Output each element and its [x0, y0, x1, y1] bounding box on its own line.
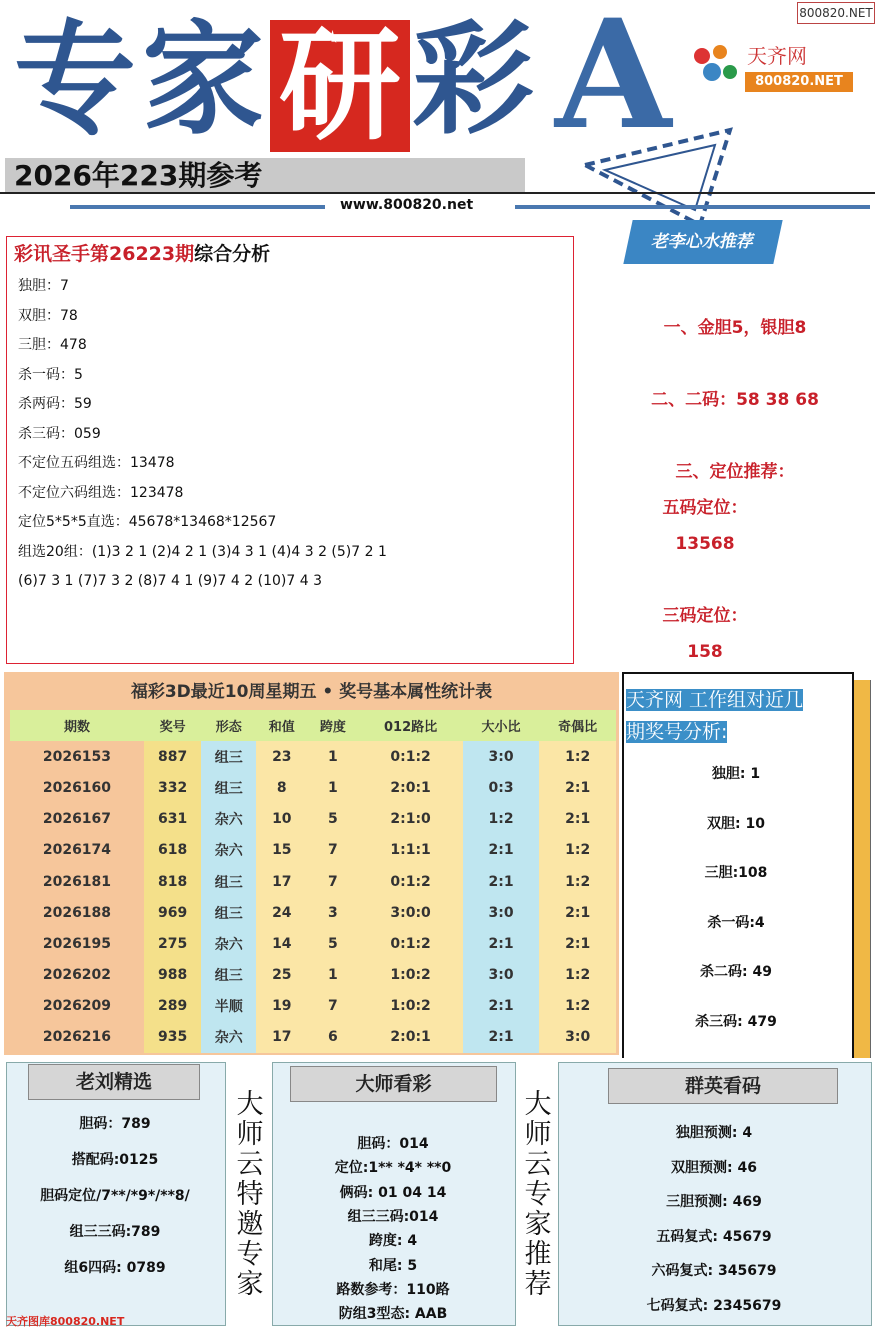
analysis-line: 不定位六码组选：123478: [18, 484, 184, 501]
table-header-cell: 大小比: [463, 710, 540, 741]
table-cell: 2026188: [10, 897, 144, 928]
url-line-right: [515, 205, 870, 209]
table-cell: 2:0:1: [358, 772, 462, 803]
recommend-line: 三、定位推荐：: [675, 462, 795, 482]
table-cell: 1: [307, 741, 358, 772]
panel-laoliu-title: 老刘精选: [28, 1064, 200, 1100]
vertical-char: 大: [236, 1089, 264, 1120]
table-cell: 2:1: [463, 991, 540, 1022]
table-cell: 2026216: [10, 1022, 144, 1053]
period-title: 2026年223期参考: [14, 159, 263, 192]
title-char-zhuan: 专: [14, 7, 136, 151]
table-cell: 10: [256, 804, 307, 835]
vertical-text-1: [230, 1090, 270, 1300]
table-cell: 杂六: [201, 804, 256, 835]
table-cell: 0:3: [463, 772, 540, 803]
recommend-line: 一、金胆5，银胆8: [663, 318, 807, 338]
table-cell: 3:0: [463, 741, 540, 772]
panel-laoliu-line: 组三三码:789: [69, 1224, 161, 1240]
table-cell: 杂六: [201, 1022, 256, 1053]
table-cell: 半顺: [201, 991, 256, 1022]
url-line-left: [70, 205, 325, 209]
vertical-char: 专: [524, 1179, 552, 1210]
table-cell: 组三: [201, 741, 256, 772]
table-cell: 2:1: [539, 897, 616, 928]
table-cell: 988: [144, 960, 201, 991]
analysis-line: 杀一码：5: [18, 366, 83, 383]
analysis-title-red: 彩讯圣手第26223期: [14, 243, 195, 265]
vertical-char: 家: [524, 1209, 552, 1240]
vertical-char: 师: [236, 1119, 264, 1150]
table-cell: 3:0: [463, 897, 540, 928]
table-cell: 0:1:2: [358, 866, 462, 897]
table-cell: 2:1: [539, 804, 616, 835]
panel-qunying-title: 群英看码: [608, 1068, 838, 1104]
table-cell: 17: [256, 1022, 307, 1053]
stats-heading-1: 天齐网 工作组对近几: [626, 689, 804, 711]
table-cell: 0:1:2: [358, 928, 462, 959]
lottery-balls-icon: [690, 42, 740, 90]
analysis-line: 不定位五码组选：13478: [18, 455, 175, 471]
table-row: [10, 928, 616, 959]
recommend-line: 三码定位：: [662, 606, 748, 626]
table-row: [10, 1022, 616, 1053]
table-cell: 杂六: [201, 928, 256, 959]
table-cell: 25: [256, 960, 307, 991]
title-char-a: A: [555, 0, 672, 163]
stats-line: 双胆: 10: [707, 815, 765, 832]
table-cell: 8: [256, 772, 307, 803]
analysis-line: 杀三码：059: [18, 425, 101, 442]
table-cell: 935: [144, 1022, 201, 1053]
panel-qunying-line: 五码复式: 45679: [656, 1228, 772, 1245]
table-cell: 3: [307, 897, 358, 928]
panel-dashi-line: 防组3型态: AAB: [338, 1306, 448, 1323]
panel-dashi-line: 跨度: 4: [368, 1233, 418, 1250]
analysis-line: 三胆：478: [18, 337, 87, 353]
table-cell: 2026209: [10, 991, 144, 1022]
table-cell: 7: [307, 991, 358, 1022]
table-cell: 2026181: [10, 866, 144, 897]
title-char-yan: 研: [270, 20, 410, 152]
table-cell: 2:1: [463, 866, 540, 897]
analysis-line: (6)7 3 1 (7)7 3 2 (8)7 4 1 (9)7 4 2 (10)7 4 3: [18, 573, 322, 589]
vertical-text-2: [518, 1090, 558, 1300]
table-row: [10, 741, 616, 772]
panel-qunying-line: 三胆预测: 469: [666, 1194, 762, 1210]
stats-box-side: [852, 680, 871, 1058]
stats-line: 杀三码: 479: [695, 1013, 777, 1030]
table-cell: 杂六: [201, 835, 256, 866]
table-row: [10, 991, 616, 1022]
table-cell: 1:1:1: [358, 835, 462, 866]
table-row: [10, 960, 616, 991]
table-cell: 2:1: [463, 1022, 540, 1053]
analysis-line: 组选20组：(1)3 2 1 (2)4 2 1 (3)4 3 1 (4)4 3 2 (5)7 2 1: [18, 543, 387, 560]
table-cell: 7: [307, 866, 358, 897]
table-cell: 14: [256, 928, 307, 959]
table-cell: 2026153: [10, 741, 144, 772]
vertical-char: 特: [236, 1179, 264, 1210]
recommend-line: 五码定位：: [662, 498, 748, 518]
panel-dashi-line: 路数参考：110路: [336, 1281, 450, 1298]
site-url[interactable]: www.800820.net: [340, 197, 474, 213]
table-cell: 3:0: [539, 1022, 616, 1053]
table-cell: 组三: [201, 897, 256, 928]
stats-line: 杀一码:4: [707, 914, 765, 931]
table-cell: 组三: [201, 772, 256, 803]
table-cell: 2:1: [539, 772, 616, 803]
vertical-char: 云: [524, 1149, 552, 1180]
vertical-char: 云: [236, 1149, 264, 1180]
table-cell: 1: [307, 772, 358, 803]
watermark: 天齐图库800820.NET: [6, 1315, 125, 1328]
table-cell: 3:0:0: [358, 897, 462, 928]
table-header-cell: 奇偶比: [539, 710, 616, 741]
title-char-cai: 彩: [412, 7, 534, 151]
panel-dashi-line: 胆码：014: [357, 1136, 429, 1152]
table-cell: 1:2: [463, 804, 540, 835]
logo-text-en: 800820.NET: [745, 72, 853, 92]
table-cell: 1:0:2: [358, 960, 462, 991]
analysis-line: 双胆：78: [18, 307, 78, 324]
table-cell: 19: [256, 991, 307, 1022]
table-cell: 0:1:2: [358, 741, 462, 772]
recommend-line: 二、二码：58 38 68: [651, 390, 819, 410]
vertical-char: 大: [524, 1089, 552, 1120]
table-cell: 15: [256, 835, 307, 866]
table-cell: 2026167: [10, 804, 144, 835]
table-cell: 275: [144, 928, 201, 959]
table-cell: 1:2: [539, 960, 616, 991]
table-cell: 2:1: [463, 928, 540, 959]
table-header-cell: 012路比: [358, 710, 462, 741]
analysis-box: [6, 236, 574, 664]
table-cell: 1:2: [539, 866, 616, 897]
table-cell: 2026174: [10, 835, 144, 866]
table-row: [10, 897, 616, 928]
panel-qunying-line: 七码复式: 2345679: [646, 1297, 782, 1314]
panel-qunying-line: 独胆预测: 4: [675, 1125, 753, 1141]
table-cell: 2026160: [10, 772, 144, 803]
vertical-char: 师: [524, 1119, 552, 1150]
recommend-line: 158: [687, 642, 723, 662]
stats-table-title: 福彩3D最近10周星期五 • 奖号基本属性统计表: [130, 682, 493, 702]
table-cell: 5: [307, 928, 358, 959]
table-header-cell: 形态: [201, 710, 256, 741]
analysis-line: 独胆：7: [18, 278, 69, 294]
panel-laoliu-line: 组6四码: 0789: [64, 1260, 166, 1276]
table-row: [10, 772, 616, 803]
panel-laoliu-line: 搭配码:0125: [71, 1152, 159, 1168]
table-cell: 6: [307, 1022, 358, 1053]
table-cell: 2:0:1: [358, 1022, 462, 1053]
panel-qunying-line: 双胆预测: 46: [671, 1159, 757, 1176]
panel-dashi-line: 定位:1** *4* **0: [334, 1160, 452, 1177]
table-row: [10, 804, 616, 835]
table-cell: 24: [256, 897, 307, 928]
panel-dashi-line: 和尾: 5: [368, 1257, 418, 1274]
table-cell: 631: [144, 804, 201, 835]
table-row: [10, 835, 616, 866]
table-cell: 289: [144, 991, 201, 1022]
table-cell: 23: [256, 741, 307, 772]
title-char-jia: 家: [142, 7, 264, 151]
stats-heading: [626, 684, 846, 748]
analysis-line: 定位5*5*5直选：45678*13468*12567: [18, 514, 277, 530]
panel-dashi-line: 组三三码:014: [347, 1208, 439, 1225]
table-row: [10, 866, 616, 897]
analysis-line: 杀两码：59: [18, 396, 92, 412]
table-cell: 2026195: [10, 928, 144, 959]
table-cell: 2:1:0: [358, 804, 462, 835]
table-cell: 1:2: [539, 741, 616, 772]
stats-line: 杀二码: 49: [700, 964, 772, 980]
table-cell: 7: [307, 835, 358, 866]
logo-text-cn: 天齐网: [747, 44, 807, 68]
stats-line: 独胆: 1: [711, 766, 761, 782]
table-cell: 组三: [201, 866, 256, 897]
table-cell: 17: [256, 866, 307, 897]
stats-table: [10, 710, 616, 1053]
table-cell: 887: [144, 741, 201, 772]
table-cell: 1:2: [539, 991, 616, 1022]
panel-laoliu-line: 胆码：789: [79, 1116, 151, 1132]
stats-heading-2: 期奖号分析:: [626, 721, 728, 743]
table-cell: 2:1: [463, 835, 540, 866]
site-badge[interactable]: 800820.NET: [797, 2, 875, 24]
table-cell: 1:2: [539, 835, 616, 866]
table-cell: 2:1: [539, 928, 616, 959]
analysis-title: [14, 240, 270, 268]
vertical-char: 荐: [524, 1269, 552, 1300]
table-cell: 2026202: [10, 960, 144, 991]
recommend-line: 13568: [675, 534, 735, 554]
panel-laoliu-line: 胆码定位/7**/*9*/**8/: [40, 1188, 190, 1204]
table-cell: 1: [307, 960, 358, 991]
vertical-char: 推: [524, 1239, 552, 1270]
decorative-triangle-icon: [580, 125, 750, 235]
analysis-title-black: 综合分析: [194, 243, 271, 265]
table-cell: 组三: [201, 960, 256, 991]
header-divider: [0, 192, 875, 194]
recommend-tag: 老李心水推荐: [623, 220, 782, 264]
table-cell: 969: [144, 897, 201, 928]
table-cell: 332: [144, 772, 201, 803]
vertical-char: 家: [236, 1269, 264, 1300]
vertical-char: 邀: [236, 1209, 264, 1240]
table-header-cell: 和值: [256, 710, 307, 741]
table-header-cell: 跨度: [307, 710, 358, 741]
table-cell: 818: [144, 866, 201, 897]
table-cell: 618: [144, 835, 201, 866]
table-header-cell: 奖号: [144, 710, 201, 741]
stats-line: 三胆:108: [704, 865, 768, 881]
table-cell: 5: [307, 804, 358, 835]
panel-qunying-line: 六码复式: 345679: [651, 1263, 777, 1279]
table-cell: 1:0:2: [358, 991, 462, 1022]
table-cell: 3:0: [463, 960, 540, 991]
table-header-cell: 期数: [10, 710, 144, 741]
vertical-char: 专: [236, 1239, 264, 1270]
panel-dashi-title: 大师看彩: [290, 1066, 497, 1102]
panel-dashi-line: 俩码: 01 04 14: [339, 1184, 447, 1201]
